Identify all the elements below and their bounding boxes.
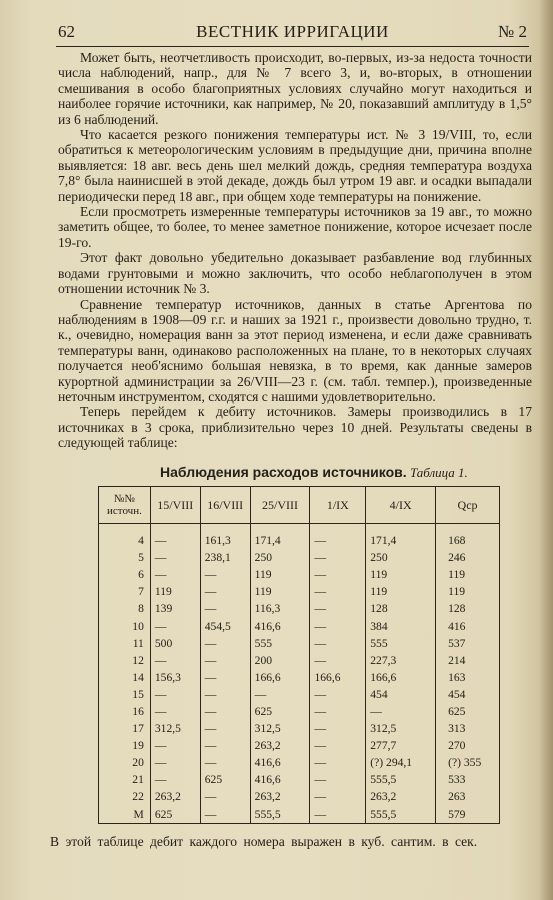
table-cell: 555 <box>250 635 310 652</box>
column-header: 25/VIII <box>250 487 310 524</box>
table-cell: — <box>310 703 366 720</box>
table-cell: 500 <box>150 635 200 652</box>
table-cell: — <box>310 788 366 805</box>
column-header: 15/VIII <box>150 487 200 524</box>
spring-number-cell: 15 <box>99 686 151 703</box>
spring-number-cell: 12 <box>99 652 151 669</box>
paragraph: Может быть, неотчетливость происходит, во-первых, из-за недоста точности числа наблюдений, напр., для № 7 всего 3, и, во-вторых, в отношении смешивания в особо благоприятных условиях случайно могут находиться и наиболее горячие источники, как например, № 20, показавший амплитуду в 1,5° из 6 наблюдений. <box>58 50 532 127</box>
table-row <box>99 806 500 824</box>
table-cell: (?) 294,1 <box>366 754 436 771</box>
table-body <box>99 524 500 824</box>
table-cell: — <box>200 703 250 720</box>
table-cell: — <box>150 686 200 703</box>
table-cell: — <box>310 549 366 566</box>
table-cell: — <box>150 617 200 634</box>
table-row <box>99 652 500 669</box>
table-cell: — <box>200 720 250 737</box>
table-row <box>99 600 500 617</box>
table-header-row <box>99 487 500 524</box>
table-cell: 625 <box>436 703 500 720</box>
table-cell: 416,6 <box>250 771 310 788</box>
table-cell: — <box>310 635 366 652</box>
table-cell: 533 <box>436 771 500 788</box>
table-cell: 119 <box>250 566 310 583</box>
table-cell: 454,5 <box>200 617 250 634</box>
table-cell: 246 <box>436 549 500 566</box>
table-cell: 171,4 <box>250 532 310 549</box>
table-cell: — <box>310 652 366 669</box>
table-cell: 277,7 <box>366 737 436 754</box>
column-header: 16/VIII <box>200 487 250 524</box>
table-row <box>99 669 500 686</box>
table-cell: 263 <box>436 788 500 805</box>
table-row <box>99 771 500 788</box>
table-cell: — <box>310 617 366 634</box>
table-row <box>99 788 500 805</box>
table-cell: 227,3 <box>366 652 436 669</box>
table-cell: — <box>310 600 366 617</box>
spring-number-cell: 16 <box>99 703 151 720</box>
header-rule <box>56 46 529 47</box>
table-row <box>99 720 500 737</box>
table-row <box>99 754 500 771</box>
page-spine-shadow <box>539 0 553 900</box>
paragraph: Сравнение температур источников, данных в статье Аргентова по наблюдениям в 1908—09 г.г. и наших за 1921 г., произвести довольно трудно, т. к., очевидно, номерация ванн за этот период изменена, и если даже сравнивать температуры ванн, одинаково расположенных на плане, то в некоторых случаях получается необ'яснимо большая невязка, в то время, как данные замеров курортной администрации за 26/VIII—23 г. (см. табл. темпер.), произведенные неточным инструментом, сходятся с нашими удовлетворительно. <box>58 296 532 404</box>
table-row <box>99 532 500 549</box>
spring-number-cell: 22 <box>99 788 151 805</box>
table-cell: — <box>200 754 250 771</box>
table-cell: 384 <box>366 617 436 634</box>
issue-number: № 2 <box>498 22 527 41</box>
table-cell: 128 <box>436 600 500 617</box>
discharge-table <box>98 486 500 824</box>
table-cell: — <box>150 771 200 788</box>
table-cell: 214 <box>436 652 500 669</box>
table-cell: 119 <box>436 583 500 600</box>
table-cell: 238,1 <box>200 549 250 566</box>
table-cell: 161,3 <box>200 532 250 549</box>
paragraph: Если просмотреть измеренные температуры источников за 19 авг., то можно заметить общее, то более, то менее заметное понижение, которое исчезает после 19-го. <box>58 204 532 250</box>
table-cell: 156,3 <box>150 669 200 686</box>
table-cell: — <box>150 532 200 549</box>
spring-number-cell: 17 <box>99 720 151 737</box>
table-cell: — <box>200 600 250 617</box>
table-cell: 537 <box>436 635 500 652</box>
spring-number-cell: 8 <box>99 600 151 617</box>
table-cell: 454 <box>436 686 500 703</box>
table-cell: — <box>200 652 250 669</box>
table-cell: 312,5 <box>250 720 310 737</box>
table-cell: — <box>200 686 250 703</box>
table-cell: 166,6 <box>310 669 366 686</box>
table-row <box>99 635 500 652</box>
table-row <box>99 549 500 566</box>
table-cell: 119 <box>366 566 436 583</box>
table-cell: — <box>200 635 250 652</box>
table-row <box>99 686 500 703</box>
table-caption: Наблюдения расходов источников. <box>160 464 407 480</box>
table-cell: — <box>150 549 200 566</box>
spring-number-cell: 10 <box>99 617 151 634</box>
table-cell: — <box>310 583 366 600</box>
table-cell: — <box>150 566 200 583</box>
table-footnote: В этой таблице дебит каждого номера выражен в куб. сантим. в сек. <box>50 834 478 849</box>
running-header <box>58 20 527 46</box>
table-cell: 312,5 <box>366 720 436 737</box>
table-cell: — <box>200 737 250 754</box>
spring-number-cell: 19 <box>99 737 151 754</box>
table-cell: — <box>310 737 366 754</box>
spring-number-cell: 7 <box>99 583 151 600</box>
table-cell: 128 <box>366 600 436 617</box>
table-cell: 263,2 <box>250 737 310 754</box>
table-row <box>99 703 500 720</box>
journal-title: ВЕСТНИК ИРРИГАЦИИ <box>196 22 389 41</box>
table-cell: 625 <box>200 771 250 788</box>
table-cell: 139 <box>150 600 200 617</box>
column-header: 1/IX <box>310 487 366 524</box>
table-cell: — <box>310 771 366 788</box>
table-cell: 263,2 <box>366 788 436 805</box>
table-cell: — <box>150 703 200 720</box>
table-cell: 416 <box>436 617 500 634</box>
table-cell: (?) 355 <box>436 754 500 771</box>
table-row <box>99 737 500 754</box>
table-cell: 200 <box>250 652 310 669</box>
table-cell: — <box>200 583 250 600</box>
table-label: Таблица 1. <box>410 465 468 480</box>
table-cell: 119 <box>250 583 310 600</box>
table-cell: — <box>150 652 200 669</box>
table-cell: — <box>310 566 366 583</box>
table-cell: 312,5 <box>150 720 200 737</box>
table-cell: 555,5 <box>366 771 436 788</box>
spring-number-cell: M <box>99 806 151 824</box>
table-row <box>99 583 500 600</box>
table-cell: 171,4 <box>366 532 436 549</box>
table-cell: 270 <box>436 737 500 754</box>
table-cell: 625 <box>250 703 310 720</box>
table-cell: 166,6 <box>366 669 436 686</box>
spring-number-cell: 14 <box>99 669 151 686</box>
spring-number-cell: 20 <box>99 754 151 771</box>
table-cell: — <box>200 566 250 583</box>
spring-number-cell: 21 <box>99 771 151 788</box>
table-cell: 119 <box>150 583 200 600</box>
spring-number-cell: 6 <box>99 566 151 583</box>
column-header: Qср <box>436 487 500 524</box>
spring-number-cell: 5 <box>99 549 151 566</box>
paragraph: Этот факт довольно убедительно доказывает разбавление вод глубинных водами грунтовыми и можно заключить, что особо неблагополучен в этом отношении источник № 3. <box>58 250 532 297</box>
table-cell: 555 <box>366 635 436 652</box>
table-cell: 454 <box>366 686 436 703</box>
table-cell: 555,5 <box>250 806 310 824</box>
paragraph: Теперь перейдем к дебиту источников. Замеры производились в 17 источниках в 3 срока, приблизительно через 10 дней. Результаты сведены в следующей таблице: <box>58 404 532 451</box>
table-cell: 416,6 <box>250 754 310 771</box>
table-cell: 163 <box>436 669 500 686</box>
paragraph: Что касается резкого понижения температуры ист. № 3 19/VIII, то, если обратиться к метеорологическим условиям в предыдущие дни, причина вполне выявляется: 18 авг. весь день шел мелкий дождь, средняя температура воздуха 7,8° была наинисшей в этой декаде, дождь был утром 19 авг. и осадки выпадали периодически перед 18 авг., при общем ходе температуры на понижение. <box>58 127 532 204</box>
table-cell: 263,2 <box>250 788 310 805</box>
table-cell: — <box>310 720 366 737</box>
table-cell: 416,6 <box>250 617 310 634</box>
table-cell: 579 <box>436 806 500 824</box>
table-cell: 250 <box>366 549 436 566</box>
body-text <box>58 50 532 451</box>
table-cell: 250 <box>250 549 310 566</box>
table-cell: 119 <box>436 566 500 583</box>
table-row <box>99 566 500 583</box>
table-cell: — <box>200 806 250 824</box>
page-number: 62 <box>58 22 75 41</box>
table-cell: 119 <box>366 583 436 600</box>
table-cell: 166,6 <box>250 669 310 686</box>
table-cell: — <box>150 754 200 771</box>
table-cell: — <box>200 788 250 805</box>
spring-number-cell: 4 <box>99 532 151 549</box>
column-header: 4/IX <box>366 487 436 524</box>
table-cell: — <box>310 754 366 771</box>
table-cell: — <box>366 703 436 720</box>
table-cell: — <box>250 686 310 703</box>
table-cell: 555,5 <box>366 806 436 824</box>
table-cell: 263,2 <box>150 788 200 805</box>
table-row <box>99 617 500 634</box>
table-cell: 625 <box>150 806 200 824</box>
table-cell: — <box>200 669 250 686</box>
table-spacer-row <box>99 524 500 533</box>
table-cell: 116,3 <box>250 600 310 617</box>
table-cell: — <box>310 806 366 824</box>
table-cell: 168 <box>436 532 500 549</box>
column-header: №№ источн. <box>99 487 151 524</box>
table-cell: 313 <box>436 720 500 737</box>
spring-number-cell: 11 <box>99 635 151 652</box>
table-cell: — <box>310 686 366 703</box>
table-cell: — <box>310 532 366 549</box>
table-cell: — <box>150 737 200 754</box>
